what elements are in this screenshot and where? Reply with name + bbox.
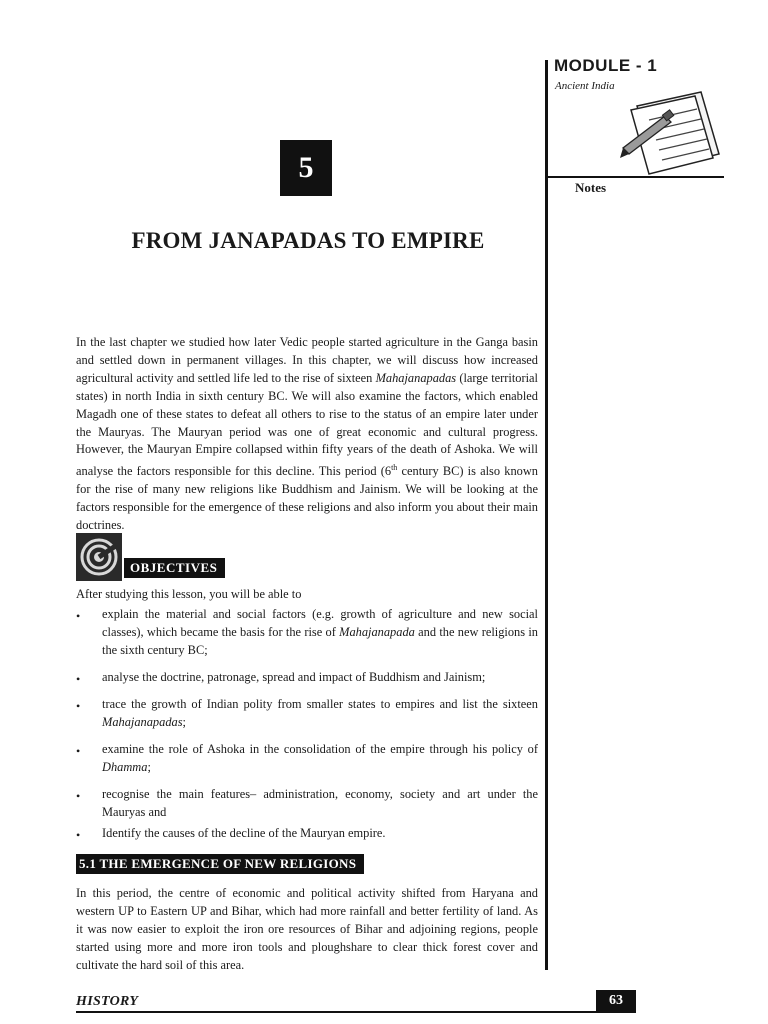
notes-rule	[548, 176, 724, 178]
text-run: and the new religions in the sixth century BC;	[102, 624, 538, 657]
text-run: ;	[147, 759, 151, 774]
page-number: 63	[596, 990, 636, 1012]
objective-text	[102, 741, 538, 777]
bullet-icon: •	[76, 828, 81, 842]
text-run: ;	[182, 714, 186, 729]
bullet-icon: •	[76, 699, 81, 713]
bullet-icon: •	[76, 789, 81, 803]
objective-text	[102, 669, 538, 687]
section-heading: 5.1 THE EMERGENCE OF NEW RELIGIONS	[76, 854, 364, 874]
objective-item	[76, 786, 538, 822]
objective-item	[76, 741, 538, 777]
text-run: (large territorial states) in north India in sixth century BC. We will also examine the factors, which enabled Magadh one of these states to defeat all others to rise to the status of an empire later under the Mauryas. The Mauryan period was one of great economic and cultural progress. However, the Mauryan Empire collapsed within fifty years of the death of Ashoka. We will analyse the factors responsible for this decline. This period (6	[76, 370, 538, 479]
objective-text	[102, 786, 538, 822]
notes-icon	[615, 86, 725, 183]
objective-text	[102, 825, 538, 843]
objective-item	[76, 606, 538, 660]
footer-rule	[76, 1011, 636, 1013]
superscript: th	[391, 463, 398, 473]
objective-item	[76, 669, 538, 687]
text-run: examine the role of Ashoka in the consolidation of the empire through his policy of	[102, 742, 538, 756]
objective-item	[76, 696, 538, 732]
module-subtitle: Ancient India	[555, 80, 615, 92]
margin-rule	[545, 60, 548, 970]
notes-label: Notes	[575, 180, 607, 195]
objective-text	[102, 606, 538, 660]
bullet-icon: •	[76, 744, 81, 758]
section-paragraph: In this period, the centre of economic and political activity shifted from Haryana and western UP to Eastern UP and Bihar, which had more rainfall and better fertility of land. As it was now easier to exploit the iron ore resources of Bihar and adjoining regions, people started using more and more iron tools and ploughshare to clear thick forest cover and cultivate the hard soil of this area.	[76, 886, 538, 972]
italic-term: Dhamma	[102, 759, 148, 774]
text-run: trace the growth of Indian polity from smaller states to empires and list the sixteen	[102, 697, 538, 711]
chapter-title: FROM JANAPADAS TO EMPIRE	[131, 228, 485, 253]
objective-item	[76, 825, 538, 843]
text-run: analyse the doctrine, patronage, spread and impact of Buddhism and Jainism;	[102, 670, 486, 684]
italic-term: Mahajanapadas	[102, 714, 183, 729]
chapter-number: 5	[280, 140, 332, 196]
module-title: MODULE - 1	[554, 56, 658, 75]
footer-subject: HISTORY	[76, 994, 139, 1009]
text-run: recognise the main features– administration, economy, society and art under the Mauryas and	[102, 787, 538, 819]
text-run: explain the material and social factors (e.g. growth of agriculture and new social classes), which became the basis for the rise of	[102, 607, 538, 639]
text-run: In the last chapter we studied how later Vedic people started agriculture in the Ganga basin and settled down in permanent villages. In this chapter, we will discuss how increased agricultural activity and settled life led to the rise of sixteen	[76, 335, 538, 385]
objective-text	[102, 696, 538, 732]
objectives-icon	[76, 533, 122, 581]
italic-term: Mahajanapadas	[375, 370, 457, 385]
text-run: century BC) is also known for the rise of many new religions like Buddhism and Jainism. We will be looking at the factors responsible for the emergence of these religions and also inform you about their main doctrines.	[76, 464, 538, 533]
bullet-icon: •	[76, 609, 81, 623]
intro-paragraph	[76, 334, 538, 535]
text-run: Identify the causes of the decline of the Mauryan empire.	[102, 826, 386, 840]
bullet-icon: •	[76, 672, 81, 686]
italic-term: Mahajanapada	[339, 624, 415, 639]
objectives-heading: OBJECTIVES	[124, 558, 225, 578]
objectives-intro: After studying this lesson, you will be able to	[76, 587, 302, 601]
